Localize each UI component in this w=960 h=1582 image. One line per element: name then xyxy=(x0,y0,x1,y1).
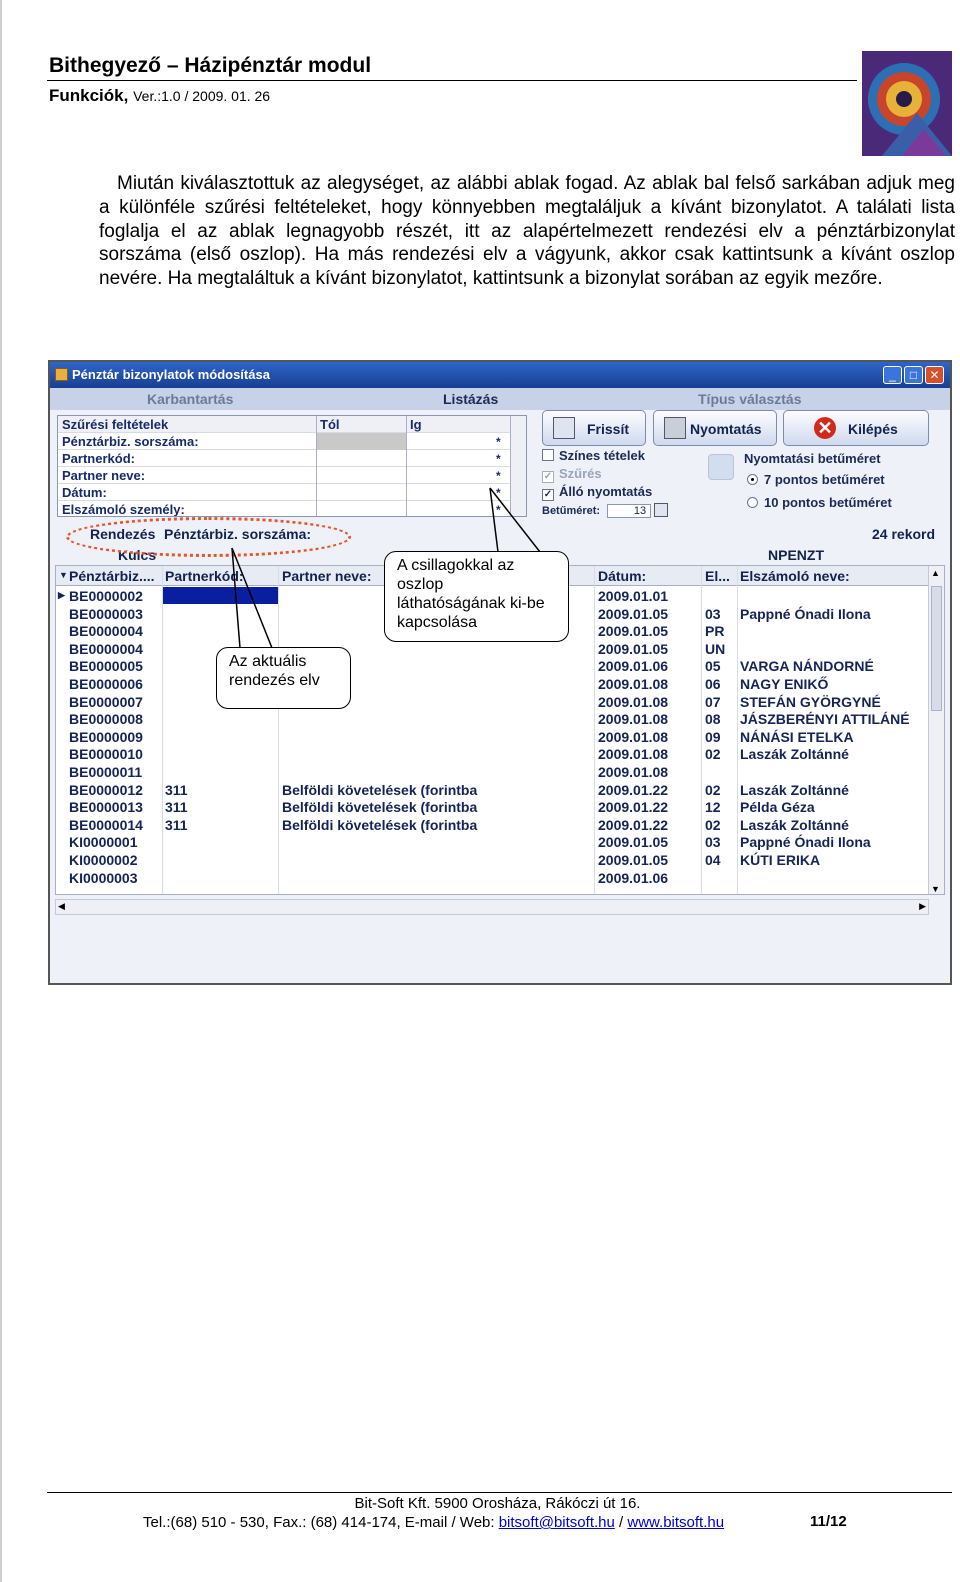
font-10pt-label: 10 pontos betűméret xyxy=(764,495,892,510)
filter-label: Partner neve: xyxy=(62,468,146,483)
cell-voucher-id[interactable]: BE0000013 xyxy=(69,799,143,816)
scroll-down-icon[interactable]: ▼ xyxy=(931,884,940,894)
document-title: Bithegyező – Házipénztár modul xyxy=(49,54,372,77)
cell-partner-name[interactable]: Belföldi követelések (forintba xyxy=(282,781,478,798)
cell-date[interactable]: 2009.01.05 xyxy=(598,640,669,657)
cell-date[interactable]: 2009.01.22 xyxy=(598,799,669,816)
cell-el[interactable]: 12 xyxy=(705,799,721,816)
tab-type-select[interactable]: Típus választás xyxy=(698,391,802,407)
visibility-star[interactable]: * xyxy=(496,486,501,500)
cell-el[interactable]: 03 xyxy=(705,605,721,622)
cell-accountant[interactable]: Példa Géza xyxy=(740,799,815,816)
scroll-up-icon[interactable]: ▲ xyxy=(931,568,940,578)
record-count: 24 rekord xyxy=(872,526,936,542)
sort-callout: Az aktuális rendezés elv xyxy=(216,647,351,709)
sort-value[interactable]: Pénztárbiz. sorszáma: xyxy=(164,526,312,542)
page-number: 11/12 xyxy=(810,1513,847,1530)
cell-el[interactable]: 08 xyxy=(705,711,721,728)
filter-header-label: Szűrési feltételek xyxy=(62,417,169,432)
cell-date[interactable]: 2009.01.22 xyxy=(598,816,669,833)
cell-date[interactable]: 2009.01.01 xyxy=(598,588,669,604)
account-code: NPENZT xyxy=(768,547,824,563)
footer-company: Bit-Soft Kft. 5900 Orosháza, Rákóczi út 16. xyxy=(354,1495,641,1512)
filter-header-from: Tól xyxy=(320,417,340,432)
cell-date[interactable]: 2009.01.05 xyxy=(598,623,669,640)
font-7pt-label: 7 pontos betűméret xyxy=(764,472,885,487)
key-label: Kulcs xyxy=(118,547,157,563)
cell-date[interactable]: 2009.01.06 xyxy=(598,658,669,675)
cell-voucher-id[interactable]: BE0000009 xyxy=(69,728,143,745)
col-header-partner-code[interactable]: Partnerkód: xyxy=(165,568,244,584)
footer-phone: Tel.:(68) 510 - 530, Fax.: (68) 414-174, E-mail / Web: xyxy=(143,1514,499,1531)
cell-voucher-id[interactable]: BE0000006 xyxy=(69,676,143,692)
cell-date[interactable]: 2009.01.22 xyxy=(598,781,669,798)
sort-indicator-icon: ▼ xyxy=(59,570,68,580)
col-header-el[interactable]: El... xyxy=(705,568,730,584)
cell-voucher-id[interactable]: BE0000007 xyxy=(69,693,143,710)
visibility-star[interactable]: * xyxy=(496,435,501,449)
sort-label: Rendezés xyxy=(90,526,156,542)
print-label: Nyomtatás xyxy=(690,421,762,437)
font-size-input[interactable]: 13 xyxy=(607,504,651,518)
cell-voucher-id[interactable]: BE0000008 xyxy=(69,711,143,728)
exit-label: Kilépés xyxy=(848,421,898,437)
col-header-date[interactable]: Dátum: xyxy=(598,568,647,584)
subtitle-version: Ver.:1.0 / 2009. 01. 26 xyxy=(133,88,271,104)
cell-voucher-id[interactable]: BE0000011 xyxy=(69,764,143,780)
col-header-partner-name[interactable]: Partner neve: xyxy=(282,568,372,584)
cell-accountant[interactable]: Pappné Ónadi Ilona xyxy=(740,834,871,851)
cell-accountant[interactable]: KÚTI ERIKA xyxy=(740,852,821,868)
cell-date[interactable]: 2009.01.05 xyxy=(598,834,669,851)
email-link[interactable]: bitsoft@bitsoft.hu xyxy=(498,1514,615,1531)
cell-el[interactable]: UN xyxy=(705,640,726,657)
filtering-label: Szűrés xyxy=(559,466,602,481)
col-header-accountant[interactable]: Elszámoló neve: xyxy=(740,568,850,584)
cell-el[interactable]: 02 xyxy=(705,746,721,763)
cell-el[interactable]: 02 xyxy=(705,816,721,833)
cell-el[interactable]: 07 xyxy=(705,693,721,710)
web-link[interactable]: www.bitsoft.hu xyxy=(627,1514,725,1531)
cell-accountant[interactable]: VARGA NÁNDORNÉ xyxy=(740,658,874,675)
window-title: Pénztár bizonylatok módosítása xyxy=(72,367,270,382)
cell-voucher-id[interactable]: BE0000002 xyxy=(69,588,143,604)
cell-date[interactable]: 2009.01.08 xyxy=(598,693,669,710)
minimize-icon[interactable]: _ xyxy=(883,366,902,384)
cell-date[interactable]: 2009.01.08 xyxy=(598,764,669,780)
close-icon[interactable]: ✕ xyxy=(925,366,944,384)
cell-date[interactable]: 2009.01.08 xyxy=(598,728,669,745)
visibility-star[interactable]: * xyxy=(496,469,501,483)
scroll-left-icon[interactable]: ◀ xyxy=(58,901,65,911)
cell-date[interactable]: 2009.01.05 xyxy=(598,852,669,868)
cell-accountant[interactable]: Pappné Ónadi Ilona xyxy=(740,605,871,622)
exit-icon: ✕ xyxy=(814,417,836,439)
cell-el[interactable]: 05 xyxy=(705,658,721,675)
footer-contact xyxy=(143,1514,724,1531)
maximize-icon[interactable]: □ xyxy=(904,366,923,384)
cell-partner-code[interactable]: 311 xyxy=(165,799,188,816)
cell-el[interactable]: 06 xyxy=(705,676,721,692)
cell-voucher-id[interactable]: BE0000005 xyxy=(69,658,143,675)
cell-date[interactable]: 2009.01.05 xyxy=(598,605,669,622)
cell-partner-name[interactable]: Belföldi követelések (forintba xyxy=(282,816,478,833)
cell-date[interactable]: 2009.01.08 xyxy=(598,746,669,763)
current-row-icon: ▶ xyxy=(58,590,65,600)
cell-el[interactable]: 04 xyxy=(705,852,721,868)
cell-partner-name[interactable]: Belföldi követelések (forintba xyxy=(282,799,478,816)
cell-voucher-id[interactable]: BE0000010 xyxy=(69,746,143,763)
filter-label: Elszámoló személy: xyxy=(62,502,185,517)
cell-accountant[interactable]: Laszák Zoltánné xyxy=(740,746,849,763)
cell-voucher-id[interactable]: KI0000001 xyxy=(69,834,138,851)
cell-accountant[interactable]: Laszák Zoltánné xyxy=(740,816,849,833)
footer-separator: / xyxy=(614,1514,628,1531)
checkbox-box: ✓ xyxy=(543,471,553,482)
cell-accountant[interactable]: Laszák Zoltánné xyxy=(740,781,849,798)
subtitle-bold: Funkciók, xyxy=(49,86,129,105)
cell-voucher-id[interactable]: BE0000004 xyxy=(69,623,143,640)
cell-el[interactable]: 03 xyxy=(705,834,721,851)
cell-accountant[interactable]: STEFÁN GYÖRGYNÉ xyxy=(740,693,881,710)
filter-label: Dátum: xyxy=(62,485,107,500)
print-font-size-title: Nyomtatási betűméret xyxy=(744,451,881,466)
cell-el[interactable]: 09 xyxy=(705,728,721,745)
footer-rule xyxy=(47,1492,952,1493)
scroll-right-icon[interactable]: ▶ xyxy=(919,901,926,911)
cell-el[interactable]: PR xyxy=(705,623,725,640)
filter-label: Pénztárbiz. sorszáma: xyxy=(62,434,199,449)
filter-header-to: Ig xyxy=(410,417,422,432)
cell-voucher-id[interactable]: BE0000003 xyxy=(69,605,143,622)
body-text: Miután kiválasztottuk az alegységet, az alábbi ablak fogad. Az ablak bal felső sarkában adjuk meg a különféle szűrési feltételeket, hogy könnyebben megtaláljuk a kívánt bizonylatot. A találati lista foglalja el az ablak legnagyobb részét, itt az alapértelmezett rendezési elv a pénztárbizonylat sorszáma (első oszlop). Ha más rendezési elv a vágyunk, akkor csak kattintsunk a kívánt oszlop nevére. Ha megtaláltuk a kívánt bizonylatot, kattintsunk a bizonylat sorában az egyik mezőre. xyxy=(99,173,955,290)
font-size-label: Betűméret: xyxy=(542,505,601,517)
cell-partner-code[interactable]: 311 xyxy=(165,816,188,833)
stars-callout: A csillagokkal az oszlop láthatóságának ki-be kapcsolása xyxy=(384,551,569,642)
tab-listing[interactable]: Listázás xyxy=(443,391,499,407)
cell-el[interactable]: 02 xyxy=(705,781,721,798)
cell-date[interactable]: 2009.01.08 xyxy=(598,676,669,692)
cell-accountant[interactable]: NÁNÁSI ETELKA xyxy=(740,728,854,745)
visibility-star[interactable]: * xyxy=(496,452,501,466)
tab-maintenance[interactable]: Karbantartás xyxy=(147,391,234,407)
refresh-label: Frissít xyxy=(587,421,630,437)
cell-voucher-id[interactable]: BE0000012 xyxy=(69,781,143,798)
checkbox-box: ✓ xyxy=(543,489,553,500)
cell-voucher-id[interactable]: KI0000003 xyxy=(69,869,138,886)
colored-items-label: Színes tételek xyxy=(559,448,645,463)
visibility-star[interactable]: * xyxy=(496,503,501,517)
portrait-print-label: Álló nyomtatás xyxy=(559,484,653,499)
cell-voucher-id[interactable]: KI0000002 xyxy=(69,852,138,868)
cell-accountant[interactable]: NAGY ENIKŐ xyxy=(740,676,829,692)
cell-date[interactable]: 2009.01.08 xyxy=(598,711,669,728)
cell-accountant[interactable]: JÁSZBERÉNYI ATTILÁNÉ xyxy=(740,711,910,728)
cell-voucher-id[interactable]: BE0000004 xyxy=(69,640,143,657)
filter-label: Partnerkód: xyxy=(62,451,135,466)
cell-date[interactable]: 2009.01.06 xyxy=(598,869,669,886)
cell-partner-code[interactable]: 311 xyxy=(165,781,188,798)
col-header-voucher[interactable]: Pénztárbiz.... xyxy=(69,568,155,584)
cell-voucher-id[interactable]: BE0000014 xyxy=(69,816,143,833)
